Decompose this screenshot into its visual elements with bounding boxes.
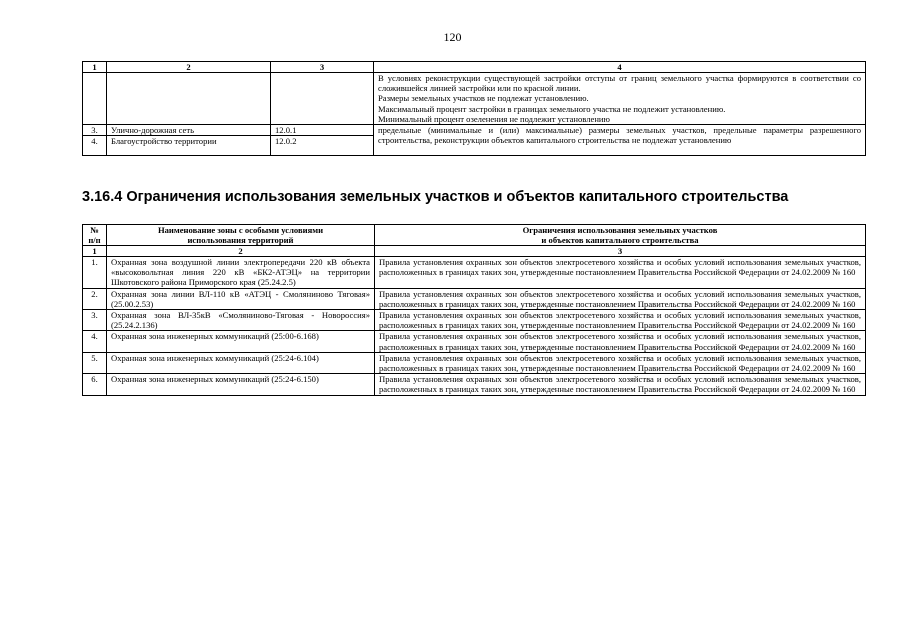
page-number: 120 — [443, 30, 462, 44]
row-number: 5. — [83, 352, 107, 373]
column-number: 3 — [271, 62, 374, 73]
restrictions-table — [82, 224, 866, 396]
row-number: 4. — [83, 331, 107, 352]
zone-name: Охранная зона линии ВЛ-110 кВ «АТЭЦ - Смоляниново Тяговая» (25.00.2.53) — [107, 288, 375, 309]
header-line: п/п — [88, 235, 101, 245]
header-number — [83, 225, 107, 246]
land-use-table — [82, 61, 866, 156]
header-line: № — [90, 225, 99, 235]
cell-empty — [83, 73, 107, 125]
restriction-text: Правила установления охранных зон объектов электросетевого хозяйства и особых условий использования земельных участков, расположенных в границах таких зон, утвержденные постановлением Правительства Российской Федерации от 24.02.2009 № 160 — [375, 310, 866, 331]
text-line: Минимальный процент озеленения не подлежит установлению — [378, 113, 610, 124]
column-number-row — [83, 246, 866, 257]
column-number: 1 — [83, 62, 107, 73]
header-line: Наименование зоны с особыми условиями — [157, 225, 324, 235]
restriction-text: Правила установления охранных зон объектов электросетевого хозяйства и особых условий использования земельных участков, расположенных в границах таких зон, утвержденные постановлением Правительства Российской Федерации от 24.02.2009 № 160 — [375, 257, 866, 289]
restriction-text: Правила установления охранных зон объектов электросетевого хозяйства и особых условий использования земельных участков, расположенных в границах таких зон, утвержденные постановлением Правительства Российской Федерации от 24.02.2009 № 160 — [375, 331, 866, 352]
table-row — [83, 374, 866, 395]
zone-name: Охранная зона воздушной линии электропередачи 220 кВ объекта «высоковольтная линия 220 кВ «БК2-АТЭЦ» на территории Шкотовского района Приморского края (25.24.2.5) — [107, 257, 375, 289]
column-number: 2 — [107, 246, 375, 257]
use-code: 12.0.1 — [271, 125, 374, 136]
parameters-text: предельные (минимальные и (или) максимальные) размеры земельных участков, предельные параметры разрешенного строительства, реконструкции объектов капитального строительства не подлежат установлению — [374, 125, 866, 156]
continuation-text — [374, 73, 866, 125]
table-row — [83, 331, 866, 352]
table-row — [83, 125, 866, 136]
text-line: В условиях реконструкции существующей застройки отступы от границ земельного участка формируются в соответствии со сложившейся линией застройки или по красной линии. — [378, 73, 861, 94]
zone-name: Охранная зона инженерных коммуникаций (25:24-6.150) — [107, 374, 375, 395]
column-number: 2 — [107, 62, 271, 73]
row-number: 4. — [83, 136, 107, 156]
use-code: 12.0.2 — [271, 136, 374, 156]
zone-name: Охранная зона инженерных коммуникаций (25:00-6.168) — [107, 331, 375, 352]
cell-empty — [271, 73, 374, 125]
row-number: 3. — [83, 125, 107, 136]
restriction-text: Правила установления охранных зон объектов электросетевого хозяйства и особых условий использования земельных участков, расположенных в границах таких зон, утвержденные постановлением Правительства Российской Федерации от 24.02.2009 № 160 — [375, 374, 866, 395]
table-row — [83, 288, 866, 309]
restriction-text: Правила установления охранных зон объектов электросетевого хозяйства и особых условий использования земельных участков, расположенных в границах таких зон, утвержденные постановлением Правительства Российской Федерации от 24.02.2009 № 160 — [375, 352, 866, 373]
row-number: 3. — [83, 310, 107, 331]
cell-empty — [107, 73, 271, 125]
column-number: 4 — [374, 62, 866, 73]
use-name: Улично-дорожная сеть — [107, 125, 271, 136]
section-heading: 3.16.4 Ограничения использования земельных участков и объектов капитального строительства — [82, 189, 789, 205]
use-name: Благоустройство территории — [107, 136, 271, 156]
table-header-row — [83, 225, 866, 246]
text-line: Размеры земельных участков не подлежат установлению. — [378, 93, 589, 104]
table-header-row — [83, 62, 866, 73]
header-line: Ограничения использования земельных участков — [522, 225, 718, 235]
table-row — [83, 310, 866, 331]
header-restriction — [375, 225, 866, 246]
row-number: 6. — [83, 374, 107, 395]
table-row — [83, 352, 866, 373]
row-number: 1. — [83, 257, 107, 289]
zone-name: Охранная зона инженерных коммуникаций (25:24-6.104) — [107, 352, 375, 373]
header-line: использования территорий — [187, 235, 294, 245]
column-number: 1 — [83, 246, 107, 257]
header-line: и объектов капитального строительства — [541, 235, 699, 245]
row-number: 2. — [83, 288, 107, 309]
table-row — [83, 73, 866, 125]
zone-name: Охранная зона ВЛ-35кВ «Смоляниново-Тяговая - Новороссия» (25.24.2.136) — [107, 310, 375, 331]
text-line: Максимальный процент застройки в границах земельного участка не подлежит установлению. — [378, 103, 726, 114]
column-number: 3 — [375, 246, 866, 257]
restriction-text: Правила установления охранных зон объектов электросетевого хозяйства и особых условий использования земельных участков, расположенных в границах таких зон, утвержденные постановлением Правительства Российской Федерации от 24.02.2009 № 160 — [375, 288, 866, 309]
header-zone — [107, 225, 375, 246]
table-row — [83, 257, 866, 289]
